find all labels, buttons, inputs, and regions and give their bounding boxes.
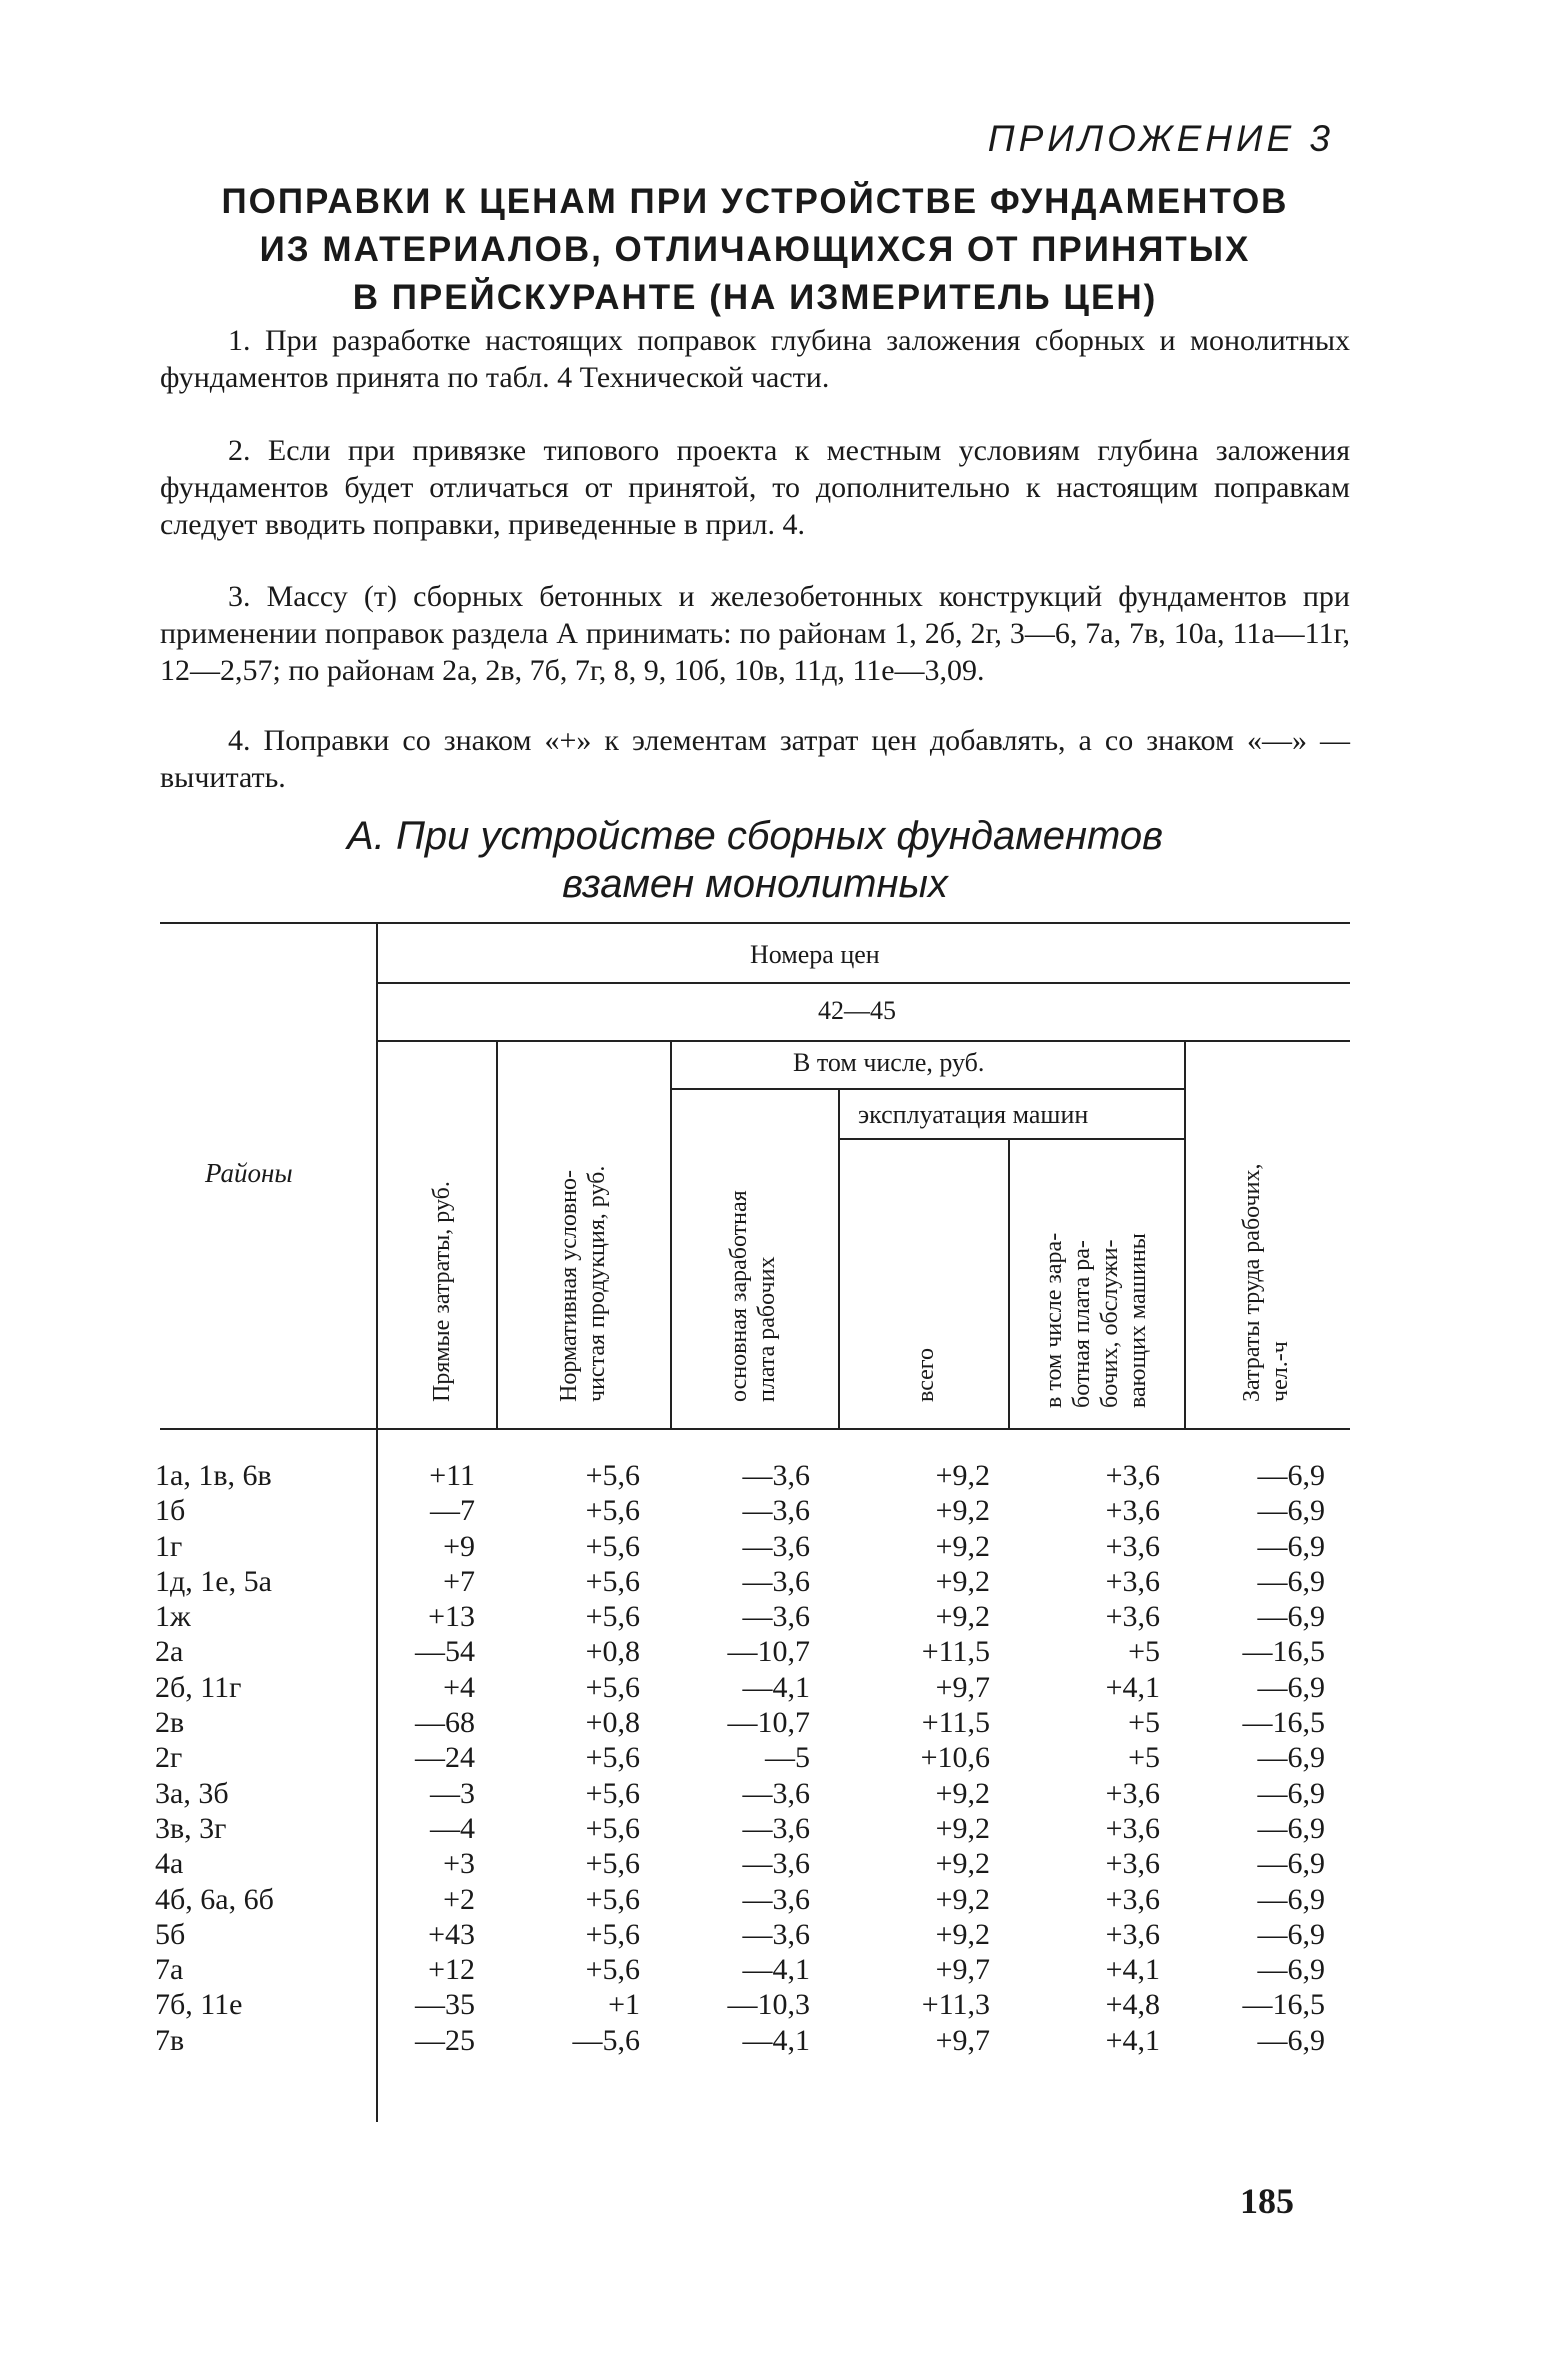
table-cell: —3,6 xyxy=(742,1459,810,1492)
header-rule xyxy=(378,982,1350,984)
table-cell: +0,8 xyxy=(585,1706,640,1740)
table-cell: —3,6 xyxy=(742,1882,810,1916)
table-cell: +3,6 xyxy=(1105,1459,1160,1492)
table-cell: +1 xyxy=(608,1988,640,2022)
table-cell: +3,6 xyxy=(1105,1776,1160,1810)
table-cell: +11,3 xyxy=(921,1988,990,2022)
table-cell: 7в xyxy=(155,2023,185,2057)
column-divider xyxy=(496,1042,498,1428)
table-cell: —3,6 xyxy=(742,1811,810,1845)
paragraph-1 xyxy=(160,322,1350,396)
page-number: 185 xyxy=(1240,2181,1294,2221)
table-cell: +10,6 xyxy=(920,1741,990,1775)
table-cell: —3,6 xyxy=(742,1847,810,1881)
table-cell: +9,7 xyxy=(935,1953,990,1987)
wages-column xyxy=(680,1458,810,2058)
table-cell: —6,9 xyxy=(1257,1811,1325,1845)
table-cell: —6,9 xyxy=(1257,1494,1325,1528)
header-text: в том числе зара- xyxy=(1041,1232,1067,1408)
table-cell: —6,9 xyxy=(1257,2023,1325,2057)
machine-total-column xyxy=(860,1458,990,2058)
table-cell: —3 xyxy=(430,1776,475,1810)
direct-costs-column xyxy=(355,1458,475,2058)
table-cell: +9,2 xyxy=(935,1882,990,1916)
table-cell: —5 xyxy=(765,1741,810,1775)
paragraph-2 xyxy=(160,432,1350,543)
table-cell: +4,8 xyxy=(1105,1988,1160,2022)
table-cell: 7б, 11е xyxy=(155,1988,243,2022)
section-title xyxy=(150,812,1360,908)
table-cell: +5,6 xyxy=(585,1529,640,1563)
title-line: В ПРЕЙСКУРАНТЕ (НА ИЗМЕРИТЕЛЬ ЦЕН) xyxy=(352,278,1158,317)
table-cell: +4 xyxy=(443,1670,475,1704)
title-line: ПОПРАВКИ К ЦЕНАМ ПРИ УСТРОЙСТВЕ ФУНДАМЕНТОВ xyxy=(221,182,1289,221)
table-cell: +5 xyxy=(1128,1706,1160,1740)
table-cell: —7 xyxy=(430,1494,475,1528)
table-cell: —10,3 xyxy=(727,1988,810,2022)
table-cell: 1г xyxy=(155,1529,183,1563)
header-text: Прямые затраты, руб. xyxy=(429,1181,455,1402)
header-text: чел.-ч xyxy=(1267,1341,1293,1402)
table-cell: 1б xyxy=(155,1494,186,1528)
paragraph-4 xyxy=(160,722,1350,796)
table-cell: —4,1 xyxy=(742,1670,810,1704)
table-cell: +3,6 xyxy=(1105,1529,1160,1563)
table-cell: +5,6 xyxy=(585,1811,640,1845)
table-cell: —35 xyxy=(415,1988,475,2022)
table-cell: +9,7 xyxy=(935,1670,990,1704)
table-cell: +5,6 xyxy=(585,1953,640,1987)
table-cell: +13 xyxy=(428,1600,475,1634)
table-cell: +3,6 xyxy=(1105,1882,1160,1916)
table-cell: —10,7 xyxy=(727,1635,810,1669)
table-cell: 4б, 6а, 6б xyxy=(155,1882,274,1916)
table-cell: 7а xyxy=(155,1953,184,1987)
header-bottom-rule xyxy=(160,1428,1350,1430)
table-cell: 5б xyxy=(155,1917,186,1951)
column-divider xyxy=(838,1090,840,1428)
table-cell: +0,8 xyxy=(585,1635,640,1669)
table-cell: +5,6 xyxy=(585,1847,640,1881)
table-cell: 3а, 3б xyxy=(155,1776,229,1810)
table-cell: —4 xyxy=(430,1811,475,1845)
table-cell: +9,2 xyxy=(935,1847,990,1881)
table-cell: +9,2 xyxy=(935,1564,990,1598)
table-cell: +4,1 xyxy=(1105,1670,1160,1704)
header-rule xyxy=(378,1040,1350,1042)
header-text: бочих, обслужи- xyxy=(1097,1239,1123,1408)
table-cell: +9,2 xyxy=(935,1529,990,1563)
paragraph-text: 1. При разработке настоящих поправок глубина заложения сборных и монолитных фундаментов принята по табл. 4 Технической части. xyxy=(160,324,1350,394)
table-cell: +3,6 xyxy=(1105,1917,1160,1951)
table-cell: +2 xyxy=(443,1882,475,1916)
table-cell: +9,2 xyxy=(935,1600,990,1634)
table-cell: —3,6 xyxy=(742,1529,810,1563)
table-cell: +7 xyxy=(443,1564,475,1598)
table-cell: —16,5 xyxy=(1242,1635,1325,1669)
table-cell: —16,5 xyxy=(1242,1988,1325,2022)
header-rule xyxy=(840,1138,1184,1140)
table-cell: +3,6 xyxy=(1105,1600,1160,1634)
table-cell: +12 xyxy=(428,1953,475,1987)
header-text: плата рабочих xyxy=(754,1256,780,1402)
header-text: Нормативная условно- xyxy=(556,1169,582,1402)
table-cell: +5,6 xyxy=(585,1882,640,1916)
paragraph-text: 4. Поправки со знаком «+» к элементам затрат цен добавлять, а со знаком «—» — вычитать. xyxy=(160,724,1350,794)
table-cell: 2а xyxy=(155,1635,184,1669)
table-cell: —10,7 xyxy=(727,1706,810,1740)
machine-total-header xyxy=(912,1348,940,1402)
table-cell: —4,1 xyxy=(742,1953,810,1987)
column-divider xyxy=(1184,1042,1186,1428)
header-text: Затраты труда рабочих, xyxy=(1239,1163,1265,1402)
table-cell: —4,1 xyxy=(742,2023,810,2057)
labor-costs-column xyxy=(1195,1458,1325,2058)
appendix-label: ПРИЛОЖЕНИЕ 3 xyxy=(987,118,1334,159)
table-cell: —6,9 xyxy=(1257,1741,1325,1775)
title-line: ИЗ МАТЕРИАЛОВ, ОТЛИЧАЮЩИХСЯ ОТ ПРИНЯТЫХ xyxy=(259,230,1251,269)
header-text: всего xyxy=(913,1347,939,1402)
table-cell: —3,6 xyxy=(742,1776,810,1810)
table-cell: —6,9 xyxy=(1257,1600,1325,1634)
table-cell: +43 xyxy=(428,1917,475,1951)
table-cell: +9,2 xyxy=(935,1494,990,1528)
page-title xyxy=(150,178,1360,322)
header-text: основная заработная xyxy=(726,1190,752,1402)
table-cell: +5 xyxy=(1128,1635,1160,1669)
machine-wages-header xyxy=(1040,1233,1152,1408)
table-cell: +4,1 xyxy=(1105,2023,1160,2057)
table-cell: 1д, 1е, 5а xyxy=(155,1564,272,1598)
table-cell: 1а, 1в, 6в xyxy=(155,1459,272,1492)
table-cell: +3,6 xyxy=(1105,1494,1160,1528)
table-cell: +5,6 xyxy=(585,1741,640,1775)
paragraph-3 xyxy=(160,578,1350,689)
price-numbers-header: Номера цен xyxy=(750,940,880,969)
table-cell: +3,6 xyxy=(1105,1811,1160,1845)
table-cell: +9 xyxy=(443,1529,475,1563)
table-cell: —6,9 xyxy=(1257,1882,1325,1916)
table-cell: +3 xyxy=(443,1847,475,1881)
districts-header: Районы xyxy=(205,1158,293,1188)
table-cell: 2в xyxy=(155,1706,185,1740)
column-divider xyxy=(1008,1140,1010,1428)
table-cell: +9,2 xyxy=(935,1459,990,1492)
table-cell: —16,5 xyxy=(1242,1706,1325,1740)
table-cell: +4,1 xyxy=(1105,1953,1160,1987)
table-cell: +5,6 xyxy=(585,1670,640,1704)
table-cell: +9,2 xyxy=(935,1776,990,1810)
table-cell: 4а xyxy=(155,1847,184,1881)
table-cell: +5,6 xyxy=(585,1459,640,1492)
table-top-rule xyxy=(160,922,1350,924)
table-cell: 2г xyxy=(155,1741,183,1775)
including-header: В том числе, руб. xyxy=(793,1048,985,1077)
header-rule xyxy=(672,1088,1184,1090)
table-cell: 1ж xyxy=(155,1600,191,1634)
direct-costs-header xyxy=(428,1181,456,1402)
districts-column xyxy=(155,1458,274,2058)
table-cell: —6,9 xyxy=(1257,1847,1325,1881)
table-cell: —24 xyxy=(415,1741,475,1775)
table-cell: +9,2 xyxy=(935,1917,990,1951)
table-cell: —6,9 xyxy=(1257,1529,1325,1563)
table-cell: —6,9 xyxy=(1257,1917,1325,1951)
column-divider xyxy=(670,1042,672,1428)
table-cell: +5,6 xyxy=(585,1494,640,1528)
table-cell: +3,6 xyxy=(1105,1847,1160,1881)
paragraph-text: 2. Если при привязке типового проекта к местным условиям глубина заложения фундаментов будет отличаться от принятой, то дополнительно к настоящим поправкам следует вводить поправки, приведенные в прил. 4. xyxy=(160,434,1350,541)
table-cell: +5 xyxy=(1128,1741,1160,1775)
section-title-line: взамен монолитных xyxy=(562,862,948,906)
normative-production-header xyxy=(555,1166,611,1402)
normative-column xyxy=(510,1458,640,2058)
table-cell: +11,5 xyxy=(921,1706,990,1740)
table-cell: —6,9 xyxy=(1257,1953,1325,1987)
table-cell: 3в, 3г xyxy=(155,1811,227,1845)
header-text: ботная плата ра- xyxy=(1069,1240,1095,1408)
table-cell: —25 xyxy=(415,2023,475,2057)
labor-costs-header xyxy=(1238,1164,1294,1402)
machine-operation-header: эксплуатация машин xyxy=(858,1100,1089,1129)
table-cell: —6,9 xyxy=(1257,1776,1325,1810)
paragraph-text: 3. Массу (т) сборных бетонных и железобетонных конструкций фундаментов при применении поправок раздела А принимать: по районам 1, 2б, 2г, 3—6, 7а, 7в, 10а, 11а—11г, 12—2,57; по районам 2а, 2в, 7б, 7г, 8, 9, 10б, 10в, 11д, 11е—3,09. xyxy=(160,580,1350,687)
header-text: чистая продукция, руб. xyxy=(584,1165,610,1402)
price-range-header: 42—45 xyxy=(818,996,896,1025)
header-text: вающих машины xyxy=(1125,1233,1151,1408)
table-cell: —3,6 xyxy=(742,1564,810,1598)
table-cell: +11 xyxy=(429,1459,475,1492)
table-cell: —6,9 xyxy=(1257,1564,1325,1598)
table-cell: —6,9 xyxy=(1257,1459,1325,1492)
table-cell: +5,6 xyxy=(585,1917,640,1951)
table-cell: +5,6 xyxy=(585,1776,640,1810)
table-cell: +5,6 xyxy=(585,1600,640,1634)
base-wages-header xyxy=(725,1190,781,1402)
table-cell: —3,6 xyxy=(742,1494,810,1528)
table-cell: —68 xyxy=(415,1706,475,1740)
table-cell: —3,6 xyxy=(742,1917,810,1951)
table-cell: —3,6 xyxy=(742,1600,810,1634)
table-cell: +9,7 xyxy=(935,2023,990,2057)
table-cell: +11,5 xyxy=(921,1635,990,1669)
section-title-line: А. При устройстве сборных фундаментов xyxy=(347,814,1163,858)
table-cell: +3,6 xyxy=(1105,1564,1160,1598)
machine-wages-column xyxy=(1030,1458,1160,2058)
table-cell: —54 xyxy=(415,1635,475,1669)
table-cell: +5,6 xyxy=(585,1564,640,1598)
table-cell: 2б, 11г xyxy=(155,1670,242,1704)
table-cell: —5,6 xyxy=(572,2023,640,2057)
table-cell: —6,9 xyxy=(1257,1670,1325,1704)
table-cell: +9,2 xyxy=(935,1811,990,1845)
